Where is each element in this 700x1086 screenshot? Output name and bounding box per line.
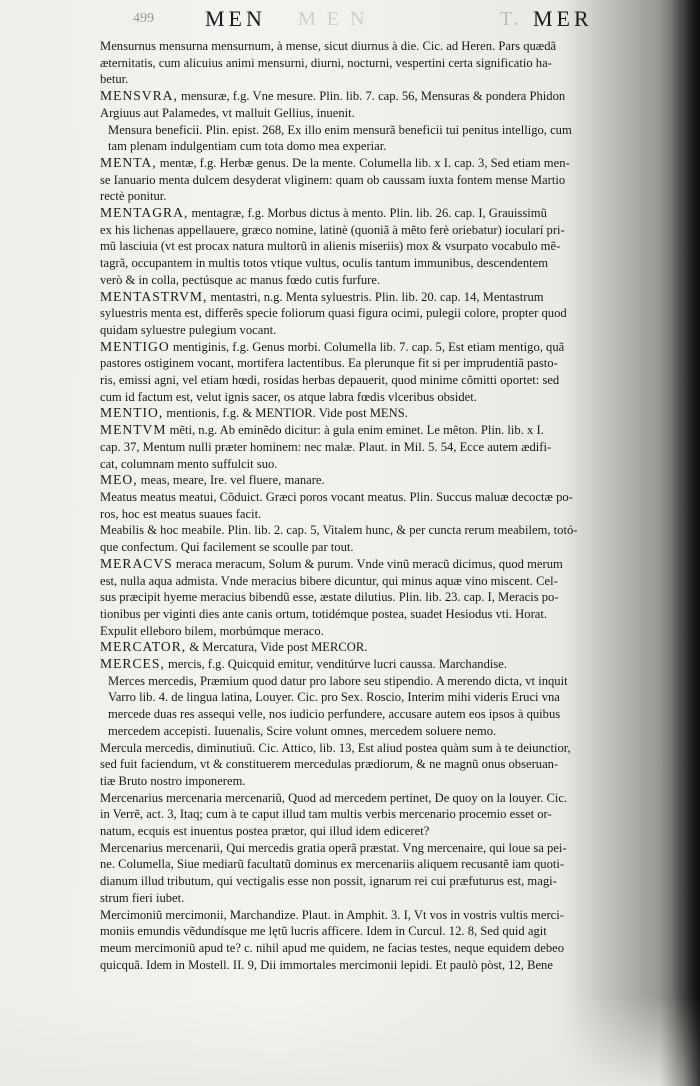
entry-line [100, 55, 675, 72]
entry-line [100, 38, 675, 55]
entry-line-text: mensuræ, f.g. Vne mesure. Plin. lib. 7. cap. 56, Mensuras & pondera Phidon [177, 89, 566, 104]
entry-line [100, 589, 675, 606]
entry-line [100, 456, 675, 473]
entry-line [100, 439, 675, 456]
entry-line [100, 305, 675, 322]
entry-line [100, 272, 675, 289]
entry-headword: MERACVS [100, 555, 173, 571]
dictionary-entry [100, 472, 675, 489]
entry-line-text: tam plenam indulgentiam cum tota domo mea experiar. [108, 139, 387, 154]
entry-line-text: sed fuit faciendum, vt & constituerem mercedulas prædiorum, & ne magnũ onus obseruan- [100, 757, 559, 772]
entry-line [100, 506, 675, 523]
entry-line-text: cum id factum est, velut ignis sacer, os atque labra fœdis vlceribus obsidet. [100, 389, 477, 404]
page-number: 499 [133, 11, 154, 26]
entry-line-text: Merces mercedis, Præmium quod datur pro labore seu stipendio. A merendo dicta, vt inquit [108, 673, 568, 688]
entry-line-text: quicquã. Idem in Mostell. II. 9, Dii immortales mercimonii lepidi. Et paulò pòst, 12, Bene [100, 957, 553, 972]
entry-line [100, 957, 675, 974]
entry-line-text: mercede duas res assequi velle, nos iudicio perfundere, accusare autem eos ipsos à quibus [108, 707, 561, 722]
entry-line-text: mentionis, f.g. & MENTIOR. Vide post MENS. [163, 406, 408, 421]
entry-line [100, 238, 675, 255]
dictionary-entry [100, 289, 675, 339]
entry-line [108, 673, 675, 690]
entry-line-text: mũ lasciuia (vt est procax natura multorũ in alienis miseriis) mox & vsurpato vocabulo mẽ- [100, 239, 561, 254]
gutter-shadow [660, 0, 700, 1086]
entry-line-text: strum fieri iubet. [100, 890, 185, 905]
entry-line [100, 806, 675, 823]
entry-line-text: syluestris menta est, differẽs specie foliorum quasi figura ocimi, pulegii colore, propter quod [100, 306, 567, 321]
entry-line-text: meas, meare, Ire. vel fluere, manare. [137, 473, 325, 488]
entry-line [108, 122, 675, 139]
entry-line-text: Mercenarius mercenaria mercenariũ, Quod ad mercedem pertinet, De quoy on la louyer. Cic. [100, 790, 568, 805]
entry-line [100, 656, 675, 673]
entry-line-text: mentagræ, f.g. Morbus dictus à mento. Plin. lib. 26. cap. I, Grauissimũ [188, 206, 547, 221]
entry-line [100, 923, 675, 940]
entry-line [108, 689, 675, 706]
entry-line-text: meum mercimoniũ apud te? c. nihil apud me quidem, ne facias testes, neque equidem debeo [100, 940, 565, 955]
entry-line-text: ex his lichenas appellauere, græco nomine, latinè (quoniã à mẽto ferè oriebatur) iocularí pri- [100, 222, 565, 237]
entry-line-text: Mercenarius mercenarii, Qui mercedis gratia operã præstat. Vng mercenaire, qui loue sa pei- [100, 840, 567, 855]
entry-line [100, 105, 675, 122]
entry-line-text: in Verrẽ, act. 3, Itaq; cum à te caput illud tam multis verbis mercenario procemio esset or- [100, 807, 552, 822]
dictionary-entry [100, 38, 675, 88]
entry-line-text: Mercula mercedis, diminutiuũ. Cic. Attico, lib. 13, Est aliud postea quàm sum à te deiunctior, [100, 740, 571, 755]
entry-line [100, 154, 675, 172]
entry-line [100, 355, 675, 372]
entry-line [100, 890, 675, 907]
entry-line [100, 573, 675, 590]
dictionary-entry [100, 422, 675, 472]
entry-headword: MEO, [100, 472, 138, 488]
entry-headword: MERCES, [100, 656, 165, 672]
entry-line-text: mẽti, n.g. Ab eminẽdo dicitur: à gula enim eminet. Le mẽton. Plin. lib. x I. [166, 423, 544, 438]
entry-line-text: pastores ostiginem vocant, mortifera lactentibus. Ea plerunque fit si per imprudentiã pasto- [100, 356, 558, 371]
entry-line-text: natum, ecquis est inuentus postea prætor, qui illud idem ediceret? [100, 824, 430, 839]
dictionary-entry [100, 122, 675, 155]
entry-line [100, 940, 675, 957]
entry-line-text: cat, columnam mento suffulcit suo. [100, 456, 278, 471]
entry-line [100, 389, 675, 406]
entry-line-text: betur. [100, 72, 129, 87]
dictionary-entry [100, 673, 675, 740]
entry-line-text: cap. 37, Mentum nulli præter hominem: nec malæ. Plaut. in Mil. 5. 54, Ecce autem ædifi- [100, 439, 552, 454]
entry-headword: MENTVM [100, 422, 167, 438]
dictionary-entry [100, 656, 675, 673]
dictionary-entry [100, 205, 675, 289]
entry-line-text: moniis emundis vẽdundísque me lętũ lucris afficere. Idem in Curcul. 12. 8, Sed quid agit [100, 924, 547, 939]
entry-line-text: æternitatis, cum alicuius animi mensurni, diurni, nocturni, vespertini certa significatio ha- [100, 55, 552, 70]
dictionary-entry [100, 405, 675, 422]
entry-line-text: Meatus meatus meatui, Cõduict. Græci poros vocant meatus. Plin. Succus maluæ decoctæ po- [100, 489, 573, 504]
entry-line [100, 873, 675, 890]
entry-line [100, 639, 675, 656]
entry-line-text: que confectum. Qui facilement se scoulle par tout. [100, 540, 354, 555]
entry-line-text: ne. Columella, Siue mediarũ facultatũ dominus ex mercenariis aliquem recusantẽ iam quoti- [100, 857, 565, 872]
entry-line [100, 840, 675, 857]
entry-line-text: Expulit elleboro bilem, morbúmque meraco. [100, 623, 324, 638]
entry-line [100, 322, 675, 339]
bleed-through-head: M E N [298, 8, 368, 30]
entry-line-text: Mensura beneficii. Plin. epist. 268, Ex illo enim mensurã beneficii tui penitus intelligo, cum [108, 122, 572, 137]
entry-line [100, 489, 675, 506]
entry-headword: MENTASTRVM, [100, 288, 208, 304]
entry-line-text: verò & in colla, pectúsque ac manus fœdo cutis furfure. [100, 272, 381, 287]
entry-line-text: mercedem accepisti. Iuuenalis, Scire volunt omnes, mercedem soluere nemo. [108, 723, 497, 738]
dictionary-entry [100, 489, 675, 522]
entry-line [100, 740, 675, 757]
entry-line-text: se Ianuario menta dulcem desyderat vliginem: quam ob caussam iuxta fontem mense Martio [100, 172, 566, 187]
entry-line [100, 372, 675, 389]
bleed-through-head-right: T. [500, 8, 522, 30]
entry-line [108, 706, 675, 723]
dictionary-entry [100, 790, 675, 840]
entry-line [100, 790, 675, 807]
entry-headword: MENTAGRA, [100, 205, 189, 221]
running-head-left: MEN [205, 6, 266, 31]
entry-line [100, 255, 675, 272]
entry-line [100, 522, 675, 539]
entry-line-text: Varro lib. 4. de lingua latina, Louyer. Cic. pro Sex. Roscio, Interim mihi videris Eruci vna [108, 690, 560, 705]
dictionary-text [100, 38, 675, 973]
entry-line [100, 856, 675, 873]
running-head-right: MER [533, 6, 593, 31]
dictionary-entry [100, 740, 675, 790]
entry-line [100, 205, 675, 222]
entry-line-text: tiæ Bruto nostro imponerem. [100, 773, 246, 788]
entry-line-text: & Mercatura, Vide post MERCOR. [186, 640, 368, 655]
entry-line-text: tionibus per viginti dies ante canis ortum, totidémque postea, suadet Hesiodus vti. Horat. [100, 606, 547, 621]
entry-line [100, 188, 675, 205]
dictionary-entry [100, 840, 675, 907]
entry-line [100, 288, 675, 306]
entry-line-text: dianum illud tributum, qui vectigalis esse non possit, ignarum rei cui præfuturus est, magi- [100, 874, 557, 889]
entry-line-text: sus præcipit hyeme meracius bibendũ esse, æstate dilutius. Plin. lib. 23. cap. I, Meracis po- [100, 590, 559, 605]
entry-line-text: est, nulla aqua admista. Vnde meracius bibere dicuntur, qui minus aquæ vino miscent. Cel- [100, 573, 558, 588]
entry-headword: MERCATOR, [100, 639, 187, 655]
entry-line [100, 422, 675, 439]
dictionary-entry [100, 339, 675, 406]
entry-line-text: mentiginis, f.g. Genus morbi. Columella lib. 7. cap. 5, Est etiam mentigo, quã [169, 339, 565, 354]
entry-headword: MENTIO, [100, 405, 164, 421]
entry-line-text: Mensurnus mensurna mensurnum, à mense, sicut diurnus à die. Cic. ad Heren. Pars quædã [100, 39, 557, 53]
entry-line-text: mentastri, n.g. Menta syluestris. Plin. lib. 20. cap. 14, Mentastrum [207, 289, 544, 304]
page-bottom-margin [0, 996, 700, 1086]
entry-line [108, 138, 675, 155]
dictionary-entry [100, 556, 675, 640]
entry-line-text: Argiuus aut Palamedes, vt malluit Gellius, inuenit. [100, 105, 355, 120]
entry-line-text: mentæ, f.g. Herbæ genus. De la mente. Columella lib. x I. cap. 3, Sed etiam men- [156, 155, 570, 170]
entry-headword: MENTA, [100, 154, 157, 170]
entry-line [100, 71, 675, 88]
entry-line [100, 405, 675, 422]
dictionary-entry [100, 639, 675, 656]
entry-line [100, 823, 675, 840]
entry-line [100, 472, 675, 489]
entry-line-text: meraca meracum, Solum & purum. Vnde vinũ meracũ dicimus, quod merum [172, 556, 563, 571]
entry-headword: MENSVRA, [100, 88, 178, 104]
entry-line [100, 623, 675, 640]
entry-line-text: Meabilis & hoc meabile. Plin. lib. 2. cap. 5, Vitalem hunc, & per cuncta rerum meabilem, totó- [100, 523, 578, 538]
entry-line-text: tagrã, occupantem in multis totos vtique vultus, oculis tantum immunibus, descendentem [100, 256, 549, 271]
dictionary-entry [100, 907, 675, 974]
dictionary-entry [100, 88, 675, 121]
entry-line [108, 723, 675, 740]
entry-line [100, 907, 675, 924]
entry-line [100, 756, 675, 773]
entry-line-text: mercis, f.g. Quicquid emitur, venditúrve lucri caussa. Marchandise. [164, 657, 508, 672]
entry-line [100, 773, 675, 790]
entry-line [100, 338, 675, 356]
entry-line-text: Mercimoniũ mercimonii, Marchandize. Plaut. in Amphit. 3. I, Vt vos in vostris vultis merci- [100, 907, 564, 922]
entry-line [100, 172, 675, 189]
entry-line-text: quidam syluestre pulegium vocant. [100, 322, 277, 337]
entry-line [100, 539, 675, 556]
entry-line [100, 222, 675, 239]
entry-line [100, 606, 675, 623]
entry-headword: MENTIGO [100, 338, 170, 354]
dictionary-entry [100, 155, 675, 205]
entry-line-text: rectè ponitur. [100, 189, 167, 204]
entry-line-text: ros, hoc est meatus suaues facit. [100, 506, 262, 521]
entry-line-text: ris, emissi agni, vel etiam hœdi, rosidas herbas depauerit, quod minime cõmitti oportet: sed [100, 373, 560, 388]
entry-line [100, 88, 675, 105]
dictionary-entry [100, 522, 675, 555]
entry-line [100, 555, 675, 573]
